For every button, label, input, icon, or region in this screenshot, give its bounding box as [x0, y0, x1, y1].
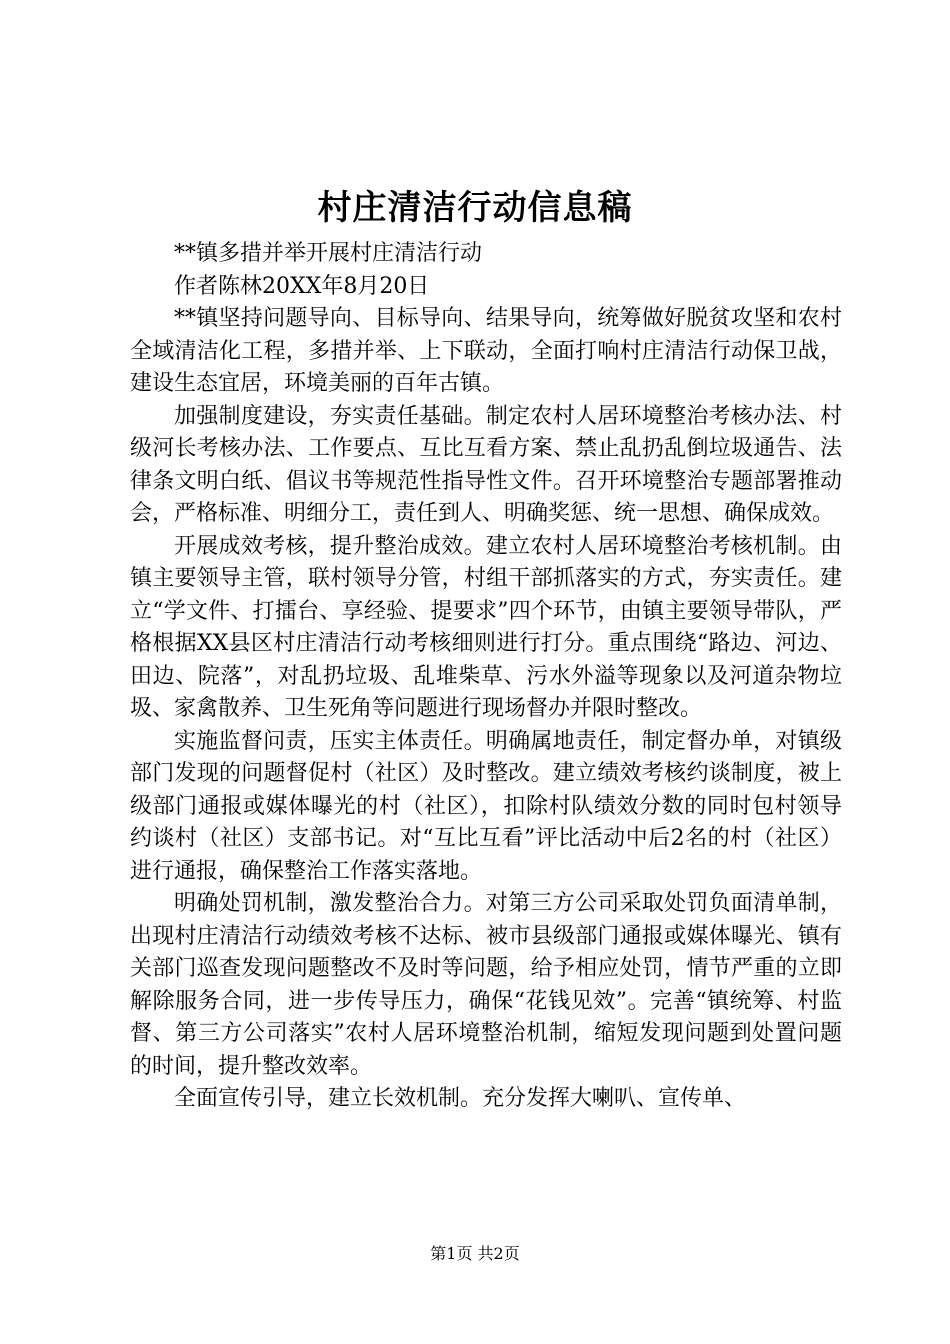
page-footer: 第1页 共2页 [430, 1244, 520, 1263]
paragraph: 全面宣传引导，建立长效机制。充分发挥大喇叭、宣传单、 [174, 1086, 747, 1111]
document-body [130, 238, 842, 1116]
paragraph: **镇坚持问题导向、目标导向、结果导向，统筹做好脱贫攻坚和农村全域清洁化工程，多措并举、上下联动，全面打响村庄清洁行动保卫战，建设生态宜居，环境美丽的百年古镇。 [130, 306, 842, 396]
paragraph: 加强制度建设，夯实责任基础。制定农村人居环境整治考核办法、村级河长考核办法、工作要点、互比互看方案、禁止乱扔乱倒垃圾通告、法律条文明白纸、倡议书等规范性指导性文件。召开环境整治专题部署推动会，严格标准、明细分工，责任到人、明确奖惩、统一思想、确保成效。 [130, 403, 842, 526]
page-title: 村庄清洁行动信息稿 [317, 188, 633, 228]
paragraph: 开展成效考核，提升整治成效。建立农村人居环境整治考核机制。由镇主要领导主管，联村领导分管，村组干部抓落实的方式，夯实责任。建立“学文件、打擂台、享经验、提要求”四个环节，由镇主要领导带队，严格根据XX县区村庄清洁行动考核细则进行打分。重点围绕“路边、河边、田边、院落”，对乱扔垃圾、乱堆柴草、污水外溢等现象以及河道杂物垃圾、家禽散养、卫生死角等问题进行现场督办并限时整改。 [130, 533, 842, 721]
paragraph: 实施监督问责，压实主体责任。明确属地责任，制定督办单，对镇级部门发现的问题督促村（社区）及时整改。建立绩效考核约谈制度，被上级部门通报或媒体曝光的村（社区），扣除村队绩效分数的同时包村领导约谈村（社区）支部书记。对“互比互看”评比活动中后2名的村（社区）进行通报，确保整治工作落实落地。 [130, 728, 842, 884]
byline: 作者陈林20XX年8月20日 [174, 273, 430, 299]
paragraph: 明确处罚机制，激发整治合力。对第三方公司采取处罚负面清单制，出现村庄清洁行动绩效考核不达标、被市县级部门通报或媒体曝光、镇有关部门巡查发现问题整改不及时等问题，给予相应处罚，情节严重的立即解除服务合同，进一步传导压力，确保“花钱见效”。完善“镇统筹、村监督、第三方公司落实”农村人居环境整治机制，缩短发现问题到处置问题的时间，提升整改效率。 [130, 891, 842, 1079]
subtitle: **镇多措并举开展村庄清洁行动 [174, 241, 483, 266]
